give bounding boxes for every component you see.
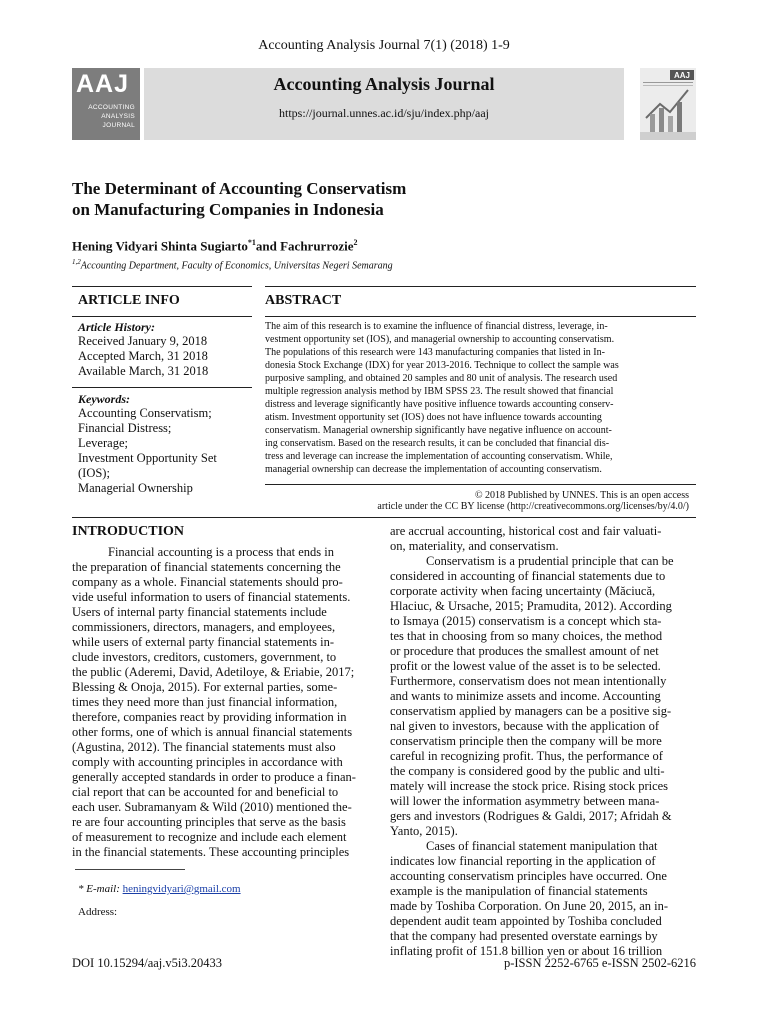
paragraph-line: the preparation of financial statements concerning the: [72, 560, 341, 574]
paragraph-line: vide useful information to users of financial statements.: [72, 590, 351, 604]
paragraph-line: times they need more than just financial information,: [72, 695, 338, 709]
logo-subtitle-line: JOURNAL: [102, 122, 135, 129]
paragraph-line: Yanto, 2015).: [390, 824, 458, 838]
license-line: © 2018 Published by UNNES. This is an open access: [474, 490, 689, 501]
address-label: Address:: [78, 906, 118, 918]
abstract-line: managerial ownership can decrease the implementation of accounting conservatism.: [265, 464, 602, 475]
footnote-divider: [75, 869, 185, 870]
affiliation-text: Accounting Department, Faculty of Economics, Universitas Negeri Semarang: [80, 260, 393, 272]
paragraph-line: Cases of financial statement manipulation that: [426, 839, 658, 853]
journal-cover-thumbnail: [640, 68, 696, 140]
abstract-line: atism. Investment opportunity set (IOS) does not have influence towards accounting: [265, 412, 602, 423]
paragraph-line: in the financial statements. These accounting principles: [72, 845, 350, 859]
paragraph-line: corporate activity when facing uncertainty (Măciucă,: [390, 584, 656, 598]
abstract-line: vestment opportunity set (IOS), and managerial ownership to accounting conservatism.: [265, 334, 615, 345]
paragraph-line: (Agustina, 2012). The financial statements must also: [72, 740, 336, 754]
introduction-left-column: [72, 545, 378, 865]
paragraph-line: will lower the information asymmetry between mana-: [390, 794, 660, 808]
paragraph-line: Furthermore, conservatism does not mean intentionally: [390, 674, 667, 688]
paragraph-line: to Ismaya (2015) conservatism is a concept which sta-: [390, 614, 662, 628]
article-info-heading: ARTICLE INFO: [78, 293, 180, 308]
author-mark: *1: [247, 238, 256, 247]
paragraph-line: of measurement to recognize and include each element: [72, 830, 347, 844]
paragraph-line: company as a whole. Financial statements should pro-: [72, 575, 343, 589]
keyword-item: Managerial Ownership: [78, 481, 193, 495]
keywords: [78, 392, 250, 500]
divider: [265, 484, 696, 485]
paragraph-line: Users of internal party financial statements include: [72, 605, 327, 619]
paragraph-line: while users of external party financial statements in-: [72, 635, 335, 649]
journal-title: Accounting Analysis Journal: [273, 74, 495, 94]
paragraph-line: careful in recognizing profit. Thus, the performance of: [390, 749, 663, 763]
keyword-item: Leverage;: [78, 436, 128, 450]
divider: [265, 316, 696, 317]
paragraph-line: are accrual accounting, historical cost and fair valuati-: [390, 524, 662, 538]
paragraph-line: comply with accounting principles in accordance with: [72, 755, 343, 769]
article-history-label: Article History:: [78, 320, 155, 334]
paragraph-line: dependent audit team appointed by Toshiba concluded: [390, 914, 662, 928]
paragraph-line: indicates low financial reporting in the application of: [390, 854, 656, 868]
paper-title-line: The Determinant of Accounting Conservatism: [72, 179, 407, 198]
paragraph-line: accounting conservatism principles have occurred. One: [390, 869, 667, 883]
cover-artwork-icon: [640, 68, 696, 140]
issn: p-ISSN 2252-6765 e-ISSN 2502-6216: [503, 956, 696, 970]
paper-title-line: on Manufacturing Companies in Indonesia: [72, 200, 384, 219]
keywords-label: Keywords:: [78, 392, 130, 406]
divider: [72, 286, 252, 287]
introduction-right-column: [390, 524, 696, 958]
abstract-line: tress and leverage can increase the implementation of accounting conservatism. While,: [265, 451, 613, 462]
author-mark: 2: [353, 238, 358, 247]
abstract-line: ing conservatism. Based on the research results, it can be concluded that financial dis-: [265, 438, 610, 449]
email-link[interactable]: heningvidyari@gmail.com: [122, 883, 241, 895]
keyword-item: (IOS);: [78, 466, 110, 480]
paragraph-line: on, materiality, and conservatism.: [390, 539, 559, 553]
journal-banner: [72, 68, 696, 140]
author-list: [72, 238, 358, 254]
email-label: * E-mail:: [78, 883, 123, 895]
affiliation: [72, 258, 393, 271]
paragraph-line: inflating profit of 151.8 billion yen or about 16 trillion: [390, 944, 663, 958]
paragraph-line: made by Toshiba Corporation. On June 20, 2015, an in-: [390, 899, 669, 913]
paragraph-line: or procedure that produces the smallest amount of net: [390, 644, 659, 658]
paragraph-line: and wants to minimize assets and income. Accounting: [390, 689, 661, 703]
paragraph-line: Hlaciuc, & Ursache, 2015; Pramudita, 2012). According: [390, 599, 672, 613]
paragraph-line: other forms, one of which is annual financial statements: [72, 725, 353, 739]
abstract-line: conservatism. Managerial ownership significantly have negative influence on account-: [265, 425, 612, 436]
article-history: [78, 320, 250, 388]
license-notice: [265, 490, 689, 512]
keyword-item: Investment Opportunity Set: [78, 451, 217, 465]
keyword-item: Accounting Conservatism;: [78, 406, 212, 420]
author-name: Hening Vidyari Shinta Sugiarto: [72, 238, 248, 254]
banner-title-panel: [144, 68, 624, 140]
abstract-line: purposive sampling, and obtained 20 samples and 80 unit of analysis. The research used: [265, 373, 618, 384]
paragraph-line: tes that in choosing from so many choices, the method: [390, 629, 663, 643]
logo-text: AAJ: [76, 70, 130, 98]
abstract-line: donesia Stock Exchange (IDX) for year 2013-2016. Technique to collect the sample was: [265, 360, 619, 371]
journal-url[interactable]: https://journal.unnes.ac.id/sju/index.php/aaj: [279, 106, 489, 120]
logo-subtitle-line: ANALYSIS: [101, 113, 135, 120]
history-item: Received January 9, 2018: [78, 334, 208, 348]
paragraph-line: commissioners, directors, managers, and employees,: [72, 620, 336, 634]
divider: [72, 517, 696, 518]
author-name: and Fachrurrozie: [255, 238, 354, 254]
introduction-heading: INTRODUCTION: [72, 524, 185, 539]
doi: DOI 10.15294/aaj.v5i3.20433: [72, 956, 222, 970]
paragraph-line: example is the manipulation of financial statements: [390, 884, 648, 898]
paragraph-line: mately will increase the stock price. Rising stock prices: [390, 779, 669, 793]
paragraph-line: cial report that can be accounted for and beneficial to: [72, 785, 339, 799]
journal-logo: [72, 68, 140, 140]
corresponding-email: [78, 883, 241, 895]
abstract-heading: ABSTRACT: [265, 293, 342, 308]
abstract-line: multiple regression analysis method by IBM SPSS 23. The result showed that financial: [265, 386, 614, 397]
cover-logo-text: AAJ: [673, 71, 691, 80]
paragraph-line: therefore, companies react by providing information in: [72, 710, 347, 724]
keyword-item: Financial Distress;: [78, 421, 172, 435]
paragraph-line: Conservatism is a prudential principle that can be: [426, 554, 674, 568]
history-item: Accepted March, 31 2018: [78, 349, 208, 363]
abstract-body: [265, 321, 696, 481]
abstract-line: The populations of this research were 143 manufacturing companies that listed in In-: [265, 347, 605, 358]
paragraph-line: clude investors, creditors, customers, government, to: [72, 650, 337, 664]
abstract-line: distress and leverage significantly have positive influence towards accounting conserv-: [265, 399, 614, 410]
paragraph-line: nal given to investors, because with the application of: [390, 719, 660, 733]
journal-citation-header: Accounting Analysis Journal 7(1) (2018) 1-9: [258, 38, 510, 53]
paragraph-line: conservatism principle then the company will be more: [390, 734, 662, 748]
paragraph-line: re are four accounting principles that serve as the basis: [72, 815, 346, 829]
paragraph-line: that the company had presented overstate earnings by: [390, 929, 658, 943]
paragraph-line: conservatism applied by managers can be a positive sig-: [390, 704, 672, 718]
paragraph-line: each user. Subramanyam & Wild (2010) mentioned the-: [72, 800, 352, 814]
history-item: Available March, 31 2018: [78, 364, 209, 378]
paragraph-line: Financial accounting is a process that ends in: [108, 545, 334, 559]
divider: [265, 286, 696, 287]
affiliation-mark: 1,2: [72, 258, 81, 266]
paragraph-line: considered in accounting of financial statements due to: [390, 569, 666, 583]
paragraph-line: the public (Aderemi, David, Adetiloye, & Eriabie, 2017;: [72, 665, 355, 679]
abstract-line: The aim of this research is to examine the influence of financial distress, leverage, in-: [265, 321, 608, 332]
logo-subtitle-line: ACCOUNTING: [88, 104, 135, 111]
paper-title: [72, 178, 406, 220]
paragraph-line: profit or the lowest value of the asset is to be selected.: [390, 659, 661, 673]
license-line: article under the CC BY license (http://creativecommons.org/licenses/by/4.0/): [377, 501, 689, 512]
paragraph-line: the company is considered good by the public and ulti-: [390, 764, 665, 778]
divider: [72, 316, 252, 317]
paragraph-line: generally accepted standards in order to produce a finan-: [72, 770, 356, 784]
paragraph-line: gers and investors (Rodrigues & Galdi, 2017; Afridah &: [390, 809, 672, 823]
paragraph-line: Blessing & Onoja, 2015). For external parties, some-: [72, 680, 338, 694]
divider: [72, 387, 252, 388]
